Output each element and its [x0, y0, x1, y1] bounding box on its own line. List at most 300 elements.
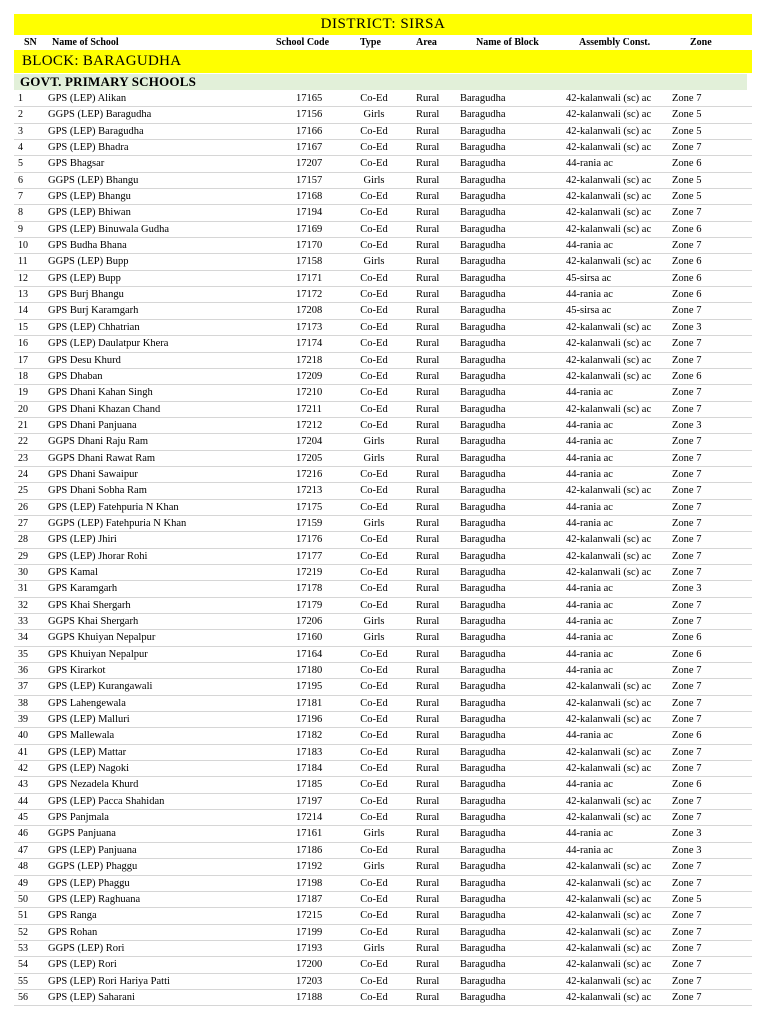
cell-type: Co-Ed [360, 746, 388, 758]
cell-school-name: GPS Desu Khurd [48, 354, 121, 366]
cell-type: Co-Ed [360, 354, 388, 366]
cell-school-name: GGPS (LEP) Bupp [48, 256, 129, 268]
table-row [14, 238, 752, 254]
cell-assembly: 42-kalanwali (sc) ac [566, 191, 652, 203]
cell-sn: 21 [18, 419, 28, 431]
cell-assembly: 44-rania ac [566, 599, 613, 611]
cell-block: Baragudha [460, 697, 506, 709]
cell-area: Rural [416, 485, 440, 497]
cell-block: Baragudha [460, 370, 506, 382]
table-row [14, 336, 752, 352]
cell-type: Co-Ed [360, 207, 388, 219]
cell-type: Co-Ed [360, 566, 388, 578]
cell-zone: Zone 7 [672, 517, 702, 529]
cell-sn: 47 [18, 844, 28, 856]
cell-school-name: GPS Kirarkot [48, 665, 106, 677]
cell-area: Rural [416, 681, 440, 693]
cell-assembly: 44-rania ac [566, 616, 613, 627]
table-row [14, 598, 752, 614]
cell-type: Co-Ed [360, 534, 388, 546]
cell-sn: 2 [18, 109, 23, 121]
cell-zone: Zone 7 [672, 665, 702, 677]
cell-school-name: GPS (LEP) Kurangawali [48, 681, 153, 693]
cell-zone: Zone 7 [672, 697, 702, 709]
cell-assembly: 42-kalanwali (sc) ac [566, 861, 652, 873]
cell-school-code: 17181 [296, 697, 323, 709]
cell-area: Rural [416, 828, 440, 840]
cell-zone: Zone 7 [672, 305, 702, 317]
cell-assembly: 42-kalanwali (sc) ac [566, 877, 652, 889]
cell-block: Baragudha [460, 387, 506, 399]
cell-school-code: 17208 [296, 305, 323, 317]
cell-area: Rural [416, 305, 440, 317]
cell-type: Girls [363, 632, 385, 644]
cell-sn: 55 [18, 975, 28, 987]
cell-assembly: 42-kalanwali (sc) ac [566, 550, 652, 562]
cell-type: Co-Ed [360, 975, 388, 987]
cell-type: Co-Ed [360, 321, 388, 333]
cell-assembly: 42-kalanwali (sc) ac [566, 223, 652, 235]
cell-block: Baragudha [460, 338, 506, 350]
cell-sn: 18 [18, 370, 28, 382]
cell-area: Rural [416, 207, 440, 219]
cell-school-code: 17197 [296, 795, 323, 807]
cell-area: Rural [416, 991, 440, 1003]
cell-area: Rural [416, 861, 440, 873]
cell-school-code: 17157 [296, 174, 323, 186]
cell-school-code: 17207 [296, 158, 323, 170]
cell-assembly: 42-kalanwali (sc) ac [566, 975, 652, 987]
cell-block: Baragudha [460, 566, 506, 578]
cell-school-name: GPS Dhaban [48, 370, 103, 382]
table-row [14, 91, 752, 107]
cell-school-code: 17195 [296, 681, 323, 693]
cell-zone: Zone 6 [672, 779, 702, 791]
cell-school-code: 17198 [296, 877, 323, 889]
cell-school-code: 17213 [296, 485, 323, 497]
cell-type: Co-Ed [360, 191, 388, 203]
cell-block: Baragudha [460, 812, 506, 824]
cell-sn: 24 [18, 468, 28, 480]
cell-zone: Zone 7 [672, 616, 702, 627]
table-row [14, 271, 752, 287]
table-row [14, 679, 752, 695]
cell-school-name: GPS (LEP) Chhatrian [48, 321, 140, 333]
cell-area: Rural [416, 534, 440, 546]
cell-area: Rural [416, 746, 440, 758]
cell-block: Baragudha [460, 419, 506, 431]
cell-area: Rural [416, 616, 440, 627]
cell-area: Rural [416, 714, 440, 726]
table-row [14, 549, 752, 565]
col-header-code: School Code [276, 37, 330, 48]
cell-type: Co-Ed [360, 648, 388, 660]
cell-assembly: 42-kalanwali (sc) ac [566, 926, 652, 938]
cell-area: Rural [416, 926, 440, 938]
cell-block: Baragudha [460, 485, 506, 497]
cell-zone: Zone 6 [672, 632, 702, 644]
cell-school-code: 17182 [296, 730, 323, 742]
cell-block: Baragudha [460, 665, 506, 677]
cell-area: Rural [416, 125, 440, 137]
cell-zone: Zone 7 [672, 877, 702, 889]
cell-type: Girls [363, 174, 385, 186]
cell-type: Girls [363, 517, 385, 529]
cell-school-name: GPS (LEP) Raghuana [48, 893, 141, 905]
cell-assembly: 42-kalanwali (sc) ac [566, 338, 652, 350]
cell-school-code: 17160 [296, 632, 323, 644]
cell-area: Rural [416, 632, 440, 644]
cell-assembly: 44-rania ac [566, 665, 613, 677]
cell-sn: 39 [18, 714, 28, 726]
cell-zone: Zone 7 [672, 387, 702, 399]
table-row [14, 859, 752, 875]
cell-sn: 11 [18, 256, 28, 268]
cell-school-code: 17192 [296, 861, 323, 873]
cell-assembly: 42-kalanwali (sc) ac [566, 174, 652, 186]
cell-school-code: 17218 [296, 354, 323, 366]
cell-school-code: 17196 [296, 714, 323, 726]
cell-school-code: 17176 [296, 534, 323, 546]
cell-school-code: 17169 [296, 223, 323, 235]
cell-assembly: 42-kalanwali (sc) ac [566, 354, 652, 366]
cell-area: Rural [416, 550, 440, 562]
cell-type: Co-Ed [360, 844, 388, 856]
cell-type: Co-Ed [360, 550, 388, 562]
cell-zone: Zone 7 [672, 501, 702, 513]
cell-assembly: 44-rania ac [566, 730, 613, 742]
cell-assembly: 44-rania ac [566, 468, 613, 480]
cell-zone: Zone 5 [672, 191, 702, 203]
cell-block: Baragudha [460, 877, 506, 889]
cell-zone: Zone 7 [672, 599, 702, 611]
cell-area: Rural [416, 566, 440, 578]
cell-school-code: 17159 [296, 517, 323, 529]
cell-sn: 38 [18, 697, 28, 709]
cell-zone: Zone 6 [672, 272, 702, 284]
cell-type: Co-Ed [360, 501, 388, 513]
cell-sn: 7 [18, 191, 23, 203]
cell-school-code: 17171 [296, 272, 323, 284]
cell-assembly: 42-kalanwali (sc) ac [566, 534, 652, 546]
cell-block: Baragudha [460, 959, 506, 971]
cell-area: Rural [416, 468, 440, 480]
cell-school-code: 17167 [296, 142, 323, 154]
cell-sn: 22 [18, 436, 28, 448]
table-row [14, 385, 752, 401]
cell-school-code: 17164 [296, 648, 323, 660]
cell-school-name: GGPS Khai Shergarh [48, 616, 139, 627]
cell-area: Rural [416, 763, 440, 775]
cell-type: Co-Ed [360, 338, 388, 350]
cell-zone: Zone 7 [672, 861, 702, 873]
cell-area: Rural [416, 158, 440, 170]
cell-zone: Zone 6 [672, 648, 702, 660]
cell-area: Rural [416, 942, 440, 954]
cell-zone: Zone 7 [672, 403, 702, 415]
cell-block: Baragudha [460, 714, 506, 726]
cell-zone: Zone 6 [672, 730, 702, 742]
table-row [14, 630, 752, 646]
cell-school-code: 17170 [296, 240, 323, 252]
column-headers [14, 36, 752, 50]
cell-area: Rural [416, 370, 440, 382]
cell-area: Rural [416, 142, 440, 154]
table-row [14, 173, 752, 189]
cell-assembly: 42-kalanwali (sc) ac [566, 93, 652, 104]
cell-type: Co-Ed [360, 714, 388, 726]
table-row [14, 418, 752, 434]
table-row [14, 140, 752, 156]
cell-school-code: 17211 [296, 403, 322, 415]
cell-sn: 50 [18, 893, 28, 905]
cell-area: Rural [416, 697, 440, 709]
table-row [14, 794, 752, 810]
cell-area: Rural [416, 174, 440, 186]
cell-zone: Zone 5 [672, 174, 702, 186]
cell-school-name: GPS (LEP) Saharani [48, 991, 135, 1003]
table-row [14, 712, 752, 728]
table-row [14, 107, 752, 123]
cell-sn: 17 [18, 354, 28, 366]
cell-sn: 10 [18, 240, 28, 252]
cell-block: Baragudha [460, 191, 506, 203]
cell-assembly: 44-rania ac [566, 240, 613, 252]
cell-type: Girls [363, 942, 385, 954]
cell-school-name: GPS (LEP) Bhadra [48, 142, 129, 154]
cell-zone: Zone 3 [672, 419, 702, 431]
cell-assembly: 44-rania ac [566, 158, 613, 170]
cell-sn: 28 [18, 534, 28, 546]
cell-school-code: 17206 [296, 616, 323, 627]
cell-area: Rural [416, 501, 440, 513]
cell-assembly: 44-rania ac [566, 779, 613, 791]
cell-sn: 25 [18, 485, 28, 497]
cell-assembly: 42-kalanwali (sc) ac [566, 142, 652, 154]
cell-type: Co-Ed [360, 468, 388, 480]
table-row [14, 287, 752, 303]
table-row [14, 320, 752, 336]
cell-assembly: 42-kalanwali (sc) ac [566, 991, 652, 1003]
cell-block: Baragudha [460, 403, 506, 415]
table-row [14, 892, 752, 908]
cell-school-name: GPS (LEP) Phaggu [48, 877, 130, 889]
cell-school-code: 17184 [296, 763, 323, 775]
cell-sn: 3 [18, 125, 23, 137]
cell-assembly: 42-kalanwali (sc) ac [566, 910, 652, 922]
table-row [14, 810, 752, 826]
cell-school-code: 17177 [296, 550, 323, 562]
cell-zone: Zone 6 [672, 223, 702, 235]
table-row [14, 614, 752, 630]
cell-school-code: 17216 [296, 468, 323, 480]
cell-area: Rural [416, 419, 440, 431]
cell-type: Co-Ed [360, 93, 388, 104]
cell-type: Co-Ed [360, 240, 388, 252]
cell-assembly: 44-rania ac [566, 289, 613, 301]
cell-assembly: 42-kalanwali (sc) ac [566, 959, 652, 971]
cell-block: Baragudha [460, 468, 506, 480]
cell-area: Rural [416, 910, 440, 922]
table-row [14, 434, 752, 450]
cell-assembly: 42-kalanwali (sc) ac [566, 370, 652, 382]
cell-block: Baragudha [460, 289, 506, 301]
table-row [14, 876, 752, 892]
cell-block: Baragudha [460, 893, 506, 905]
cell-type: Girls [363, 436, 385, 448]
cell-block: Baragudha [460, 648, 506, 660]
cell-sn: 26 [18, 501, 28, 513]
cell-zone: Zone 7 [672, 207, 702, 219]
table-row [14, 990, 752, 1006]
col-header-type: Type [360, 37, 381, 48]
cell-type: Co-Ed [360, 485, 388, 497]
cell-assembly: 44-rania ac [566, 419, 613, 431]
col-header-area: Area [416, 37, 437, 48]
cell-school-code: 17178 [296, 583, 323, 595]
cell-zone: Zone 7 [672, 338, 702, 350]
cell-assembly: 42-kalanwali (sc) ac [566, 697, 652, 709]
cell-sn: 52 [18, 926, 28, 938]
cell-type: Girls [363, 616, 385, 627]
cell-school-name: GPS Nezadela Khurd [48, 779, 139, 791]
cell-area: Rural [416, 779, 440, 791]
cell-assembly: 42-kalanwali (sc) ac [566, 321, 652, 333]
cell-type: Co-Ed [360, 387, 388, 399]
cell-area: Rural [416, 975, 440, 987]
cell-school-name: GPS (LEP) Jhorar Rohi [48, 550, 148, 562]
cell-school-code: 17212 [296, 419, 323, 431]
cell-school-name: GGPS (LEP) Baragudha [48, 109, 152, 121]
cell-school-name: GPS (LEP) Binuwala Gudha [48, 223, 170, 235]
cell-block: Baragudha [460, 452, 506, 464]
cell-block: Baragudha [460, 354, 506, 366]
cell-sn: 53 [18, 942, 28, 954]
cell-area: Rural [416, 289, 440, 301]
cell-zone: Zone 7 [672, 812, 702, 824]
table-row [14, 483, 752, 499]
cell-zone: Zone 6 [672, 370, 702, 382]
cell-school-name: GPS (LEP) Alikan [48, 93, 127, 104]
cell-zone: Zone 7 [672, 485, 702, 497]
cell-sn: 30 [18, 566, 28, 578]
cell-zone: Zone 7 [672, 926, 702, 938]
cell-school-name: GGPS Khuiyan Nepalpur [48, 632, 156, 644]
cell-school-name: GPS Rohan [48, 926, 98, 938]
cell-type: Co-Ed [360, 158, 388, 170]
cell-sn: 49 [18, 877, 28, 889]
cell-school-code: 17168 [296, 191, 323, 203]
cell-type: Co-Ed [360, 926, 388, 938]
cell-school-code: 17194 [296, 207, 323, 219]
cell-block: Baragudha [460, 681, 506, 693]
table-row [14, 647, 752, 663]
cell-school-name: GPS Dhani Khazan Chand [48, 403, 161, 415]
cell-assembly: 42-kalanwali (sc) ac [566, 403, 652, 415]
cell-zone: Zone 7 [672, 795, 702, 807]
table-row [14, 957, 752, 973]
cell-school-name: GPS Khai Shergarh [48, 599, 131, 611]
cell-type: Co-Ed [360, 681, 388, 693]
cell-zone: Zone 7 [672, 93, 702, 104]
cell-block: Baragudha [460, 109, 506, 121]
cell-assembly: 44-rania ac [566, 517, 613, 529]
col-header-assembly: Assembly Const. [579, 37, 651, 48]
school-table [14, 91, 752, 1006]
table-row [14, 516, 752, 532]
cell-school-name: GPS (LEP) Pacca Shahidan [48, 795, 165, 807]
cell-area: Rural [416, 272, 440, 284]
cell-sn: 16 [18, 338, 28, 350]
cell-school-code: 17174 [296, 338, 323, 350]
cell-sn: 54 [18, 959, 28, 971]
table-row [14, 941, 752, 957]
cell-school-code: 17185 [296, 779, 323, 791]
cell-school-name: GPS (LEP) Baragudha [48, 125, 144, 137]
cell-sn: 40 [18, 730, 28, 742]
cell-block: Baragudha [460, 207, 506, 219]
cell-type: Co-Ed [360, 142, 388, 154]
cell-zone: Zone 7 [672, 942, 702, 954]
cell-type: Co-Ed [360, 665, 388, 677]
cell-zone: Zone 7 [672, 910, 702, 922]
cell-school-name: GPS Burj Bhangu [48, 289, 124, 301]
cell-block: Baragudha [460, 436, 506, 448]
cell-type: Co-Ed [360, 305, 388, 317]
cell-block: Baragudha [460, 763, 506, 775]
cell-zone: Zone 3 [672, 828, 702, 840]
cell-area: Rural [416, 844, 440, 856]
cell-sn: 33 [18, 616, 28, 627]
cell-block: Baragudha [460, 142, 506, 154]
cell-area: Rural [416, 387, 440, 399]
cell-block: Baragudha [460, 975, 506, 987]
cell-block: Baragudha [460, 746, 506, 758]
col-header-block: Name of Block [476, 37, 539, 48]
cell-school-name: GPS (LEP) Bhangu [48, 191, 131, 203]
col-header-name: Name of School [52, 37, 119, 48]
cell-area: Rural [416, 893, 440, 905]
cell-zone: Zone 7 [672, 959, 702, 971]
cell-type: Co-Ed [360, 403, 388, 415]
cell-type: Co-Ed [360, 419, 388, 431]
cell-sn: 13 [18, 289, 28, 301]
cell-type: Co-Ed [360, 812, 388, 824]
cell-zone: Zone 5 [672, 125, 702, 137]
cell-school-name: GPS Dhani Sobha Ram [48, 485, 147, 497]
cell-sn: 12 [18, 272, 28, 284]
cell-zone: Zone 5 [672, 109, 702, 121]
cell-block: Baragudha [460, 795, 506, 807]
cell-assembly: 42-kalanwali (sc) ac [566, 125, 652, 137]
cell-assembly: 42-kalanwali (sc) ac [566, 566, 652, 578]
table-row [14, 451, 752, 467]
cell-type: Co-Ed [360, 991, 388, 1003]
cell-assembly: 44-rania ac [566, 387, 613, 399]
cell-zone: Zone 3 [672, 844, 702, 856]
cell-school-code: 17172 [296, 289, 323, 301]
cell-school-name: GGPS (LEP) Phaggu [48, 861, 138, 873]
cell-sn: 29 [18, 550, 28, 562]
cell-assembly: 42-kalanwali (sc) ac [566, 746, 652, 758]
cell-type: Girls [363, 828, 385, 840]
cell-area: Rural [416, 795, 440, 807]
cell-type: Girls [363, 452, 385, 464]
cell-school-code: 17193 [296, 942, 323, 954]
cell-school-name: GPS (LEP) Nagoki [48, 763, 130, 775]
cell-sn: 8 [18, 207, 23, 219]
table-row [14, 925, 752, 941]
